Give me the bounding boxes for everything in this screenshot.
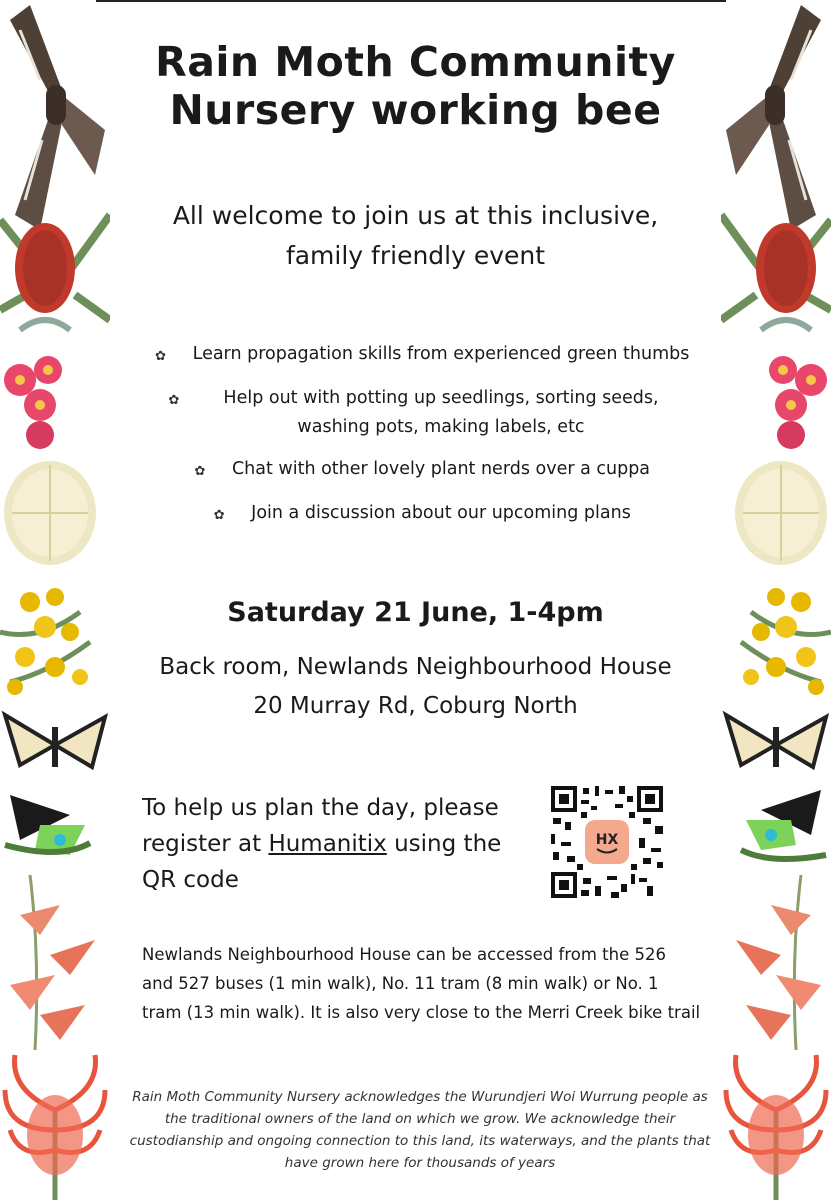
banksia-cone-icon (721, 455, 831, 570)
list-item (120, 499, 720, 530)
grevillea-icon (0, 1050, 110, 1200)
subtitle-line-2: family friendly event (285, 241, 546, 270)
list-item-text: Chat with other lovely plant nerds over a cuppa (231, 459, 651, 479)
list-item (120, 455, 720, 486)
activity-list (120, 340, 720, 543)
title-line-2: Nursery working bee (169, 86, 662, 134)
event-date: Saturday 21 June, 1-4pm (227, 597, 604, 628)
birdwing-butterfly-icon (0, 785, 110, 865)
wattle-icon (721, 572, 831, 702)
gum-blossom-icon (721, 350, 831, 450)
butterfly-icon (0, 705, 110, 785)
flower-icon: ✿ (194, 464, 206, 479)
gum-blossom-icon (0, 350, 110, 450)
acknowledgement-of-country: Rain Moth Community Nursery acknowledges the Wurundjeri Woi Wurrung people as the traditional owners of the land on which we grow. We acknowledge their custodianship and ongoing connection to this land, its waterways, and the plants that have grown here for thousands of years (129, 1089, 711, 1171)
venue-address (120, 648, 711, 726)
left-floral-border (0, 0, 110, 1200)
qr-code[interactable] (551, 786, 663, 898)
flower-icon: ✿ (213, 508, 225, 523)
flower-icon: ✿ (155, 349, 167, 364)
butterfly-icon (721, 705, 831, 785)
list-item (120, 340, 720, 371)
register-after: using the QR code (142, 831, 502, 893)
title-line-1: Rain Moth Community (155, 38, 676, 86)
register-before: To help us plan the day, please register at (142, 795, 499, 857)
list-item (120, 384, 720, 442)
list-item-text: Learn propagation skills from experienced green thumbs (192, 344, 690, 364)
correa-icon (0, 875, 110, 1050)
list-item-text: Join a discussion about our upcoming plans (251, 503, 631, 523)
humanitix-link[interactable]: Humanitix (268, 831, 387, 857)
banksia-icon (0, 200, 110, 350)
qr-logo-text: HX (595, 832, 619, 848)
birdwing-butterfly-icon (721, 780, 831, 865)
correa-icon (721, 875, 831, 1050)
registration-text (142, 790, 542, 898)
right-floral-border (721, 0, 831, 1200)
wattle-icon (0, 572, 110, 702)
banksia-icon (721, 200, 831, 350)
venue-line-2: 20 Murray Rd, Coburg North (253, 693, 578, 719)
poster-title (120, 38, 711, 134)
top-rule (96, 0, 726, 2)
flower-icon: ✿ (168, 393, 180, 408)
banksia-cone-icon (0, 455, 110, 570)
transport-info: Newlands Neighbourhood House can be accessed from the 526 and 527 buses (1 min walk), No. 11 tram (8 min walk) or No. 1 tram (13 min walk). It is also very close to the Merri Creek bike trail (142, 945, 701, 1022)
list-item-text: Help out with potting up seedlings, sorting seeds, washing pots, making labels, etc (223, 388, 659, 437)
grevillea-icon (721, 1050, 831, 1200)
venue-line-1: Back room, Newlands Neighbourhood House (159, 654, 672, 680)
subtitle-line-1: All welcome to join us at this inclusive, (172, 201, 659, 230)
subtitle (130, 196, 701, 276)
